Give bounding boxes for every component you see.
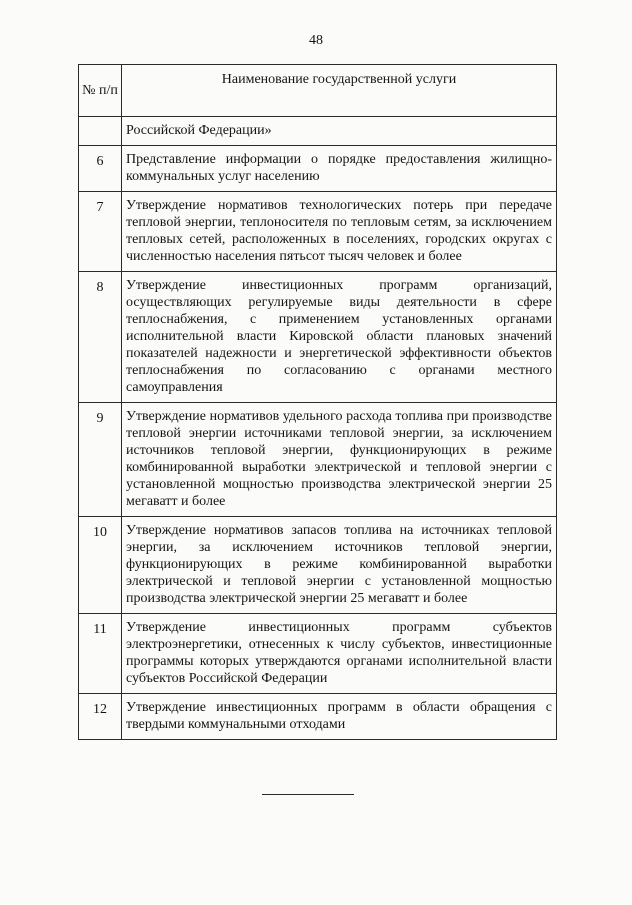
header-service-name: Наименование государственной услуги (122, 65, 557, 117)
header-number: № п/п (79, 65, 122, 117)
row-service-name: Утверждение нормативов технологических потерь при передаче тепловой энергии, теплоносителя по тепловым сетям, за исключением тепловых сетей, расположенных в поселениях, городских округах с численностью населения пятьсот тысяч человек и более (122, 192, 557, 272)
table-row (79, 117, 557, 146)
row-service-name: Утверждение нормативов запасов топлива на источниках тепловой энергии, за исключением источников тепловой энергии, функционирующих в режиме комбинированной выработки электрической и тепловой энергии с установленной мощностью производства электрической энергии 25 мегаватт и более (122, 517, 557, 614)
table-body (79, 117, 557, 740)
table-row (79, 694, 557, 740)
row-service-name: Утверждение инвестиционных программ в области обращения с твердыми коммунальными отходами (122, 694, 557, 740)
row-number (79, 117, 122, 146)
row-number: 7 (79, 192, 122, 272)
row-number: 12 (79, 694, 122, 740)
table-row (79, 192, 557, 272)
table-row (79, 272, 557, 403)
row-number: 6 (79, 146, 122, 192)
row-number: 11 (79, 614, 122, 694)
table-row (79, 146, 557, 192)
row-number: 10 (79, 517, 122, 614)
row-number: 8 (79, 272, 122, 403)
table-row (79, 403, 557, 517)
table-row (79, 614, 557, 694)
page-number: 48 (309, 33, 323, 48)
row-service-name: Представление информации о порядке предоставления жилищно-коммунальных услуг населению (122, 146, 557, 192)
closing-separator-line (262, 794, 354, 795)
row-service-name: Утверждение инвестиционных программ организаций, осуществляющих регулируемые виды деятельности в сфере теплоснабжения, с применением установленных органами исполнительной власти Кировской области плановых значений показателей надежности и энергетической эффективности объектов теплоснабжения по согласованию с органами местного самоуправления (122, 272, 557, 403)
services-table (78, 64, 557, 740)
header-row (79, 65, 557, 117)
row-service-name: Российской Федерации» (122, 117, 557, 146)
table-row (79, 517, 557, 614)
row-service-name: Утверждение инвестиционных программ субъектов электроэнергетики, отнесенных к числу субъектов, инвестиционные программы которых утверждаются органами исполнительной власти субъектов Российской Федерации (122, 614, 557, 694)
table-header (79, 65, 557, 117)
row-number: 9 (79, 403, 122, 517)
row-service-name: Утверждение нормативов удельного расхода топлива при производстве тепловой энергии источниками тепловой энергии, за исключением источников тепловой энергии, функционирующих в режиме комбинированной выработки электрической и тепловой энергии с установленной мощностью производства электрической энергии 25 мегаватт и более (122, 403, 557, 517)
